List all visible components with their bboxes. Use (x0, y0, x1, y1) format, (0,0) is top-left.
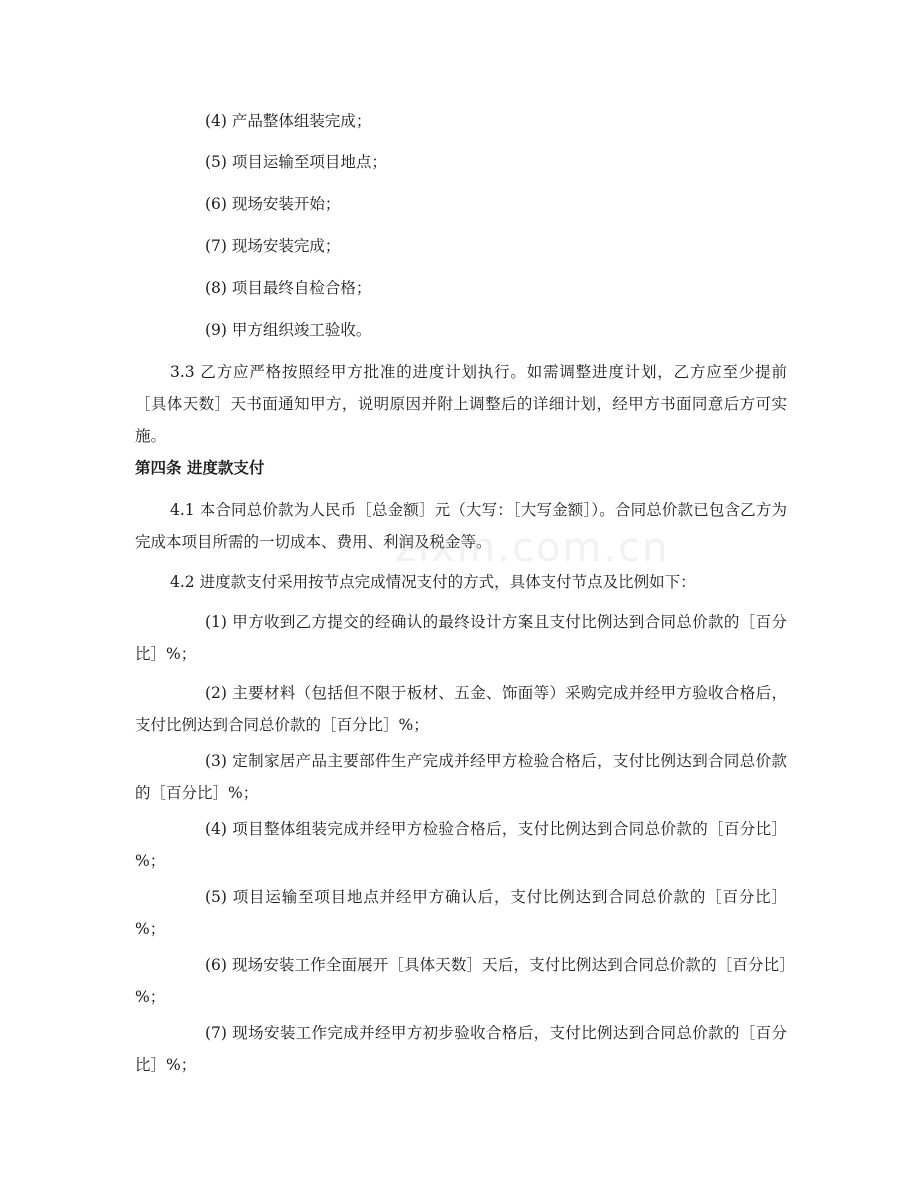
clause-4-1: 4.1 本合同总价款为人民币［总金额］元（大写：［大写金额］）。合同总价款已包含乙方为完成本项目所需的一切成本、费用、利润及税金等。 (135, 501, 787, 551)
payment-item: (2) 主要材料（包括但不限于板材、五金、饰面等）采购完成并经甲方验收合格后，支付比例达到合同总价款的［百分比］%； (135, 684, 787, 734)
payment-item: (6) 现场安装工作全面展开［具体天数］天后，支付比例达到合同总价款的［百分比］%； (135, 956, 787, 1006)
clause-3-3: 3.3 乙方应严格按照经甲方批准的进度计划执行。如需调整进度计划，乙方应至少提前［具体天数］天书面通知甲方，说明原因并附上调整后的详细计划，经甲方书面同意后方可实施。 (135, 363, 787, 445)
clause-4-2: 4.2 进度款支付采用按节点完成情况支付的方式，具体支付节点及比例如下： (170, 573, 696, 591)
article-4-title: 第四条 进度款支付 (135, 459, 265, 477)
payment-item: (1) 甲方收到乙方提交的经确认的最终设计方案且支付比例达到合同总价款的［百分比］%； (135, 613, 787, 663)
list-item: (5) 项目运输至项目地点； (205, 153, 387, 171)
list-item: (6) 现场安装开始； (205, 195, 341, 213)
list-item: (8) 项目最终自检合格； (205, 279, 372, 297)
list-item: (7) 现场安装完成； (205, 237, 341, 255)
watermark: zixin.com.cn (395, 525, 670, 571)
payment-item: (5) 项目运输至项目地点并经甲方确认后，支付比例达到合同总价款的［百分比］%； (135, 888, 787, 938)
payment-item: (4) 项目整体组装完成并经甲方检验合格后，支付比例达到合同总价款的［百分比］%； (135, 820, 787, 870)
payment-item: (7) 现场安装工作完成并经甲方初步验收合格后，支付比例达到合同总价款的［百分比］%； (135, 1024, 787, 1074)
list-item: (9) 甲方组织竣工验收。 (205, 321, 372, 339)
payment-item: (3) 定制家居产品主要部件生产完成并经甲方检验合格后，支付比例达到合同总价款的［百分比］%； (135, 752, 787, 802)
list-item: (4) 产品整体组装完成； (205, 112, 372, 130)
